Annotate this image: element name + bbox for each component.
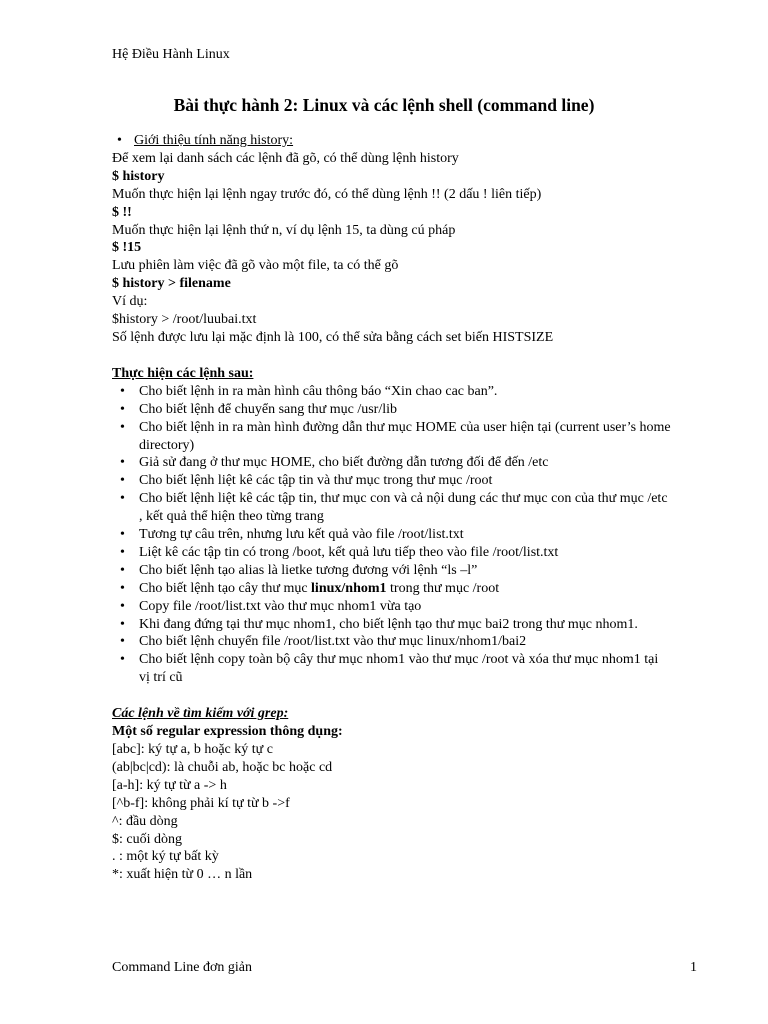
regex-line: ^: đầu dòng: [112, 813, 178, 829]
history-intro-text: Giới thiệu tính năng history:: [134, 133, 294, 148]
page-title: Bài thực hành 2: Linux và các lệnh shell (command line): [173, 95, 595, 115]
task-item: [112, 580, 672, 598]
task-item: • Cho biết lệnh in ra màn hình câu thông báo “Xin chao cac ban”.: [112, 383, 672, 401]
history-line: Ví dụ:: [112, 294, 148, 310]
history-line: $ history: [112, 168, 165, 184]
task-item: • Liệt kê các tập tin có trong /boot, kết quả lưu tiếp theo vào file /root/list.txt: [112, 544, 672, 562]
task-item: • Cho biết lệnh để chuyển sang thư mục /usr/lib: [112, 401, 672, 419]
spacer: [112, 687, 672, 705]
task-item: • Cho biết lệnh tạo alias là lietke tương đương với lệnh “ls –l”: [112, 562, 672, 580]
task-item: • Copy file /root/list.txt vào thư mục nhom1 vừa tạo: [112, 598, 672, 616]
regex-line: [abc]: ký tự a, b hoặc ký tự c: [112, 742, 273, 757]
task-item: • Giả sử đang ở thư mục HOME, cho biết đường dẫn tương đối để đến /etc: [112, 454, 672, 472]
history-line: Số lệnh được lưu lại mặc định là 100, có thể sửa bằng cách set biến HISTSIZE: [112, 329, 554, 345]
page-header: Hệ Điều Hành Linux: [112, 47, 230, 62]
task-item: • Cho biết lệnh chuyển file /root/list.txt vào thư mục linux/nhom1/bai2: [112, 633, 672, 651]
regex-line: *: xuất hiện từ 0 … n lần: [112, 867, 253, 883]
task-item: • Tương tự câu trên, nhưng lưu kết quả vào file /root/list.txt: [112, 526, 672, 544]
regex-line: (ab|bc|cd): là chuỗi ab, hoặc bc hoặc cd: [112, 759, 333, 775]
history-line: Muốn thực hiện lại lệnh thứ n, ví dụ lệnh 15, ta dùng cú pháp: [112, 222, 456, 238]
task-text: trong thư mục /root: [386, 580, 500, 596]
task-list: [112, 383, 672, 687]
task-item: • Cho biết lệnh copy toàn bộ cây thư mục nhom1 vào thư mục /root và xóa thư mục nhom1 tại vị trí cũ: [112, 651, 672, 687]
history-line: $ !15: [112, 240, 142, 256]
history-intro-bullet: [112, 132, 672, 150]
page-number: 1: [690, 960, 697, 975]
task-item: • Cho biết lệnh in ra màn hình đường dẫn thư mục HOME của user hiện tại (current user’s home directory): [112, 419, 672, 455]
task-item: • Cho biết lệnh liệt kê các tập tin và thư mục trong thư mục /root: [112, 472, 672, 490]
document-body: [112, 132, 672, 884]
history-line: $ history > filename: [112, 276, 231, 292]
regex-line: [a-h]: ký tự từ a -> h: [112, 777, 227, 793]
grep-lines: [112, 741, 672, 884]
tasks-heading: Thực hiện các lệnh sau:: [112, 365, 254, 381]
task-item: • Khi đang đứng tại thư mục nhom1, cho biết lệnh tạo thư mục bai2 trong thư mục nhom1.: [112, 616, 672, 634]
history-line: Muốn thực hiện lại lệnh ngay trước đó, có thể dùng lệnh !! (2 dấu ! liên tiếp): [112, 186, 542, 202]
history-line: $history > /root/luubai.txt: [112, 312, 257, 328]
task-bold-path: linux/nhom1: [311, 580, 387, 596]
history-line: $ !!: [112, 204, 132, 220]
task-text: Cho biết lệnh tạo cây thư mục: [139, 580, 312, 596]
grep-heading: Các lệnh về tìm kiếm với grep:: [112, 706, 289, 722]
regex-line: . : một ký tự bất kỳ: [112, 849, 219, 865]
regex-line: [^b-f]: không phải kí tự từ b ->f: [112, 795, 290, 811]
spacer: [112, 347, 672, 365]
task-item: • Cho biết lệnh liệt kê các tập tin, thư mục con và cả nội dung các thư mục con của thư mục /etc , kết quả thể hiện theo từng trang: [112, 490, 672, 526]
history-line: Lưu phiên làm việc đã gõ vào một file, ta có thể gõ: [112, 258, 399, 274]
grep-subheading: Một số regular expression thông dụng:: [112, 724, 343, 740]
regex-line: $: cuối dòng: [112, 831, 182, 847]
history-line: Để xem lại danh sách các lệnh đã gõ, có thể dùng lệnh history: [112, 150, 459, 166]
footer-text: Command Line đơn giản: [112, 960, 252, 975]
history-lines: [112, 150, 672, 347]
